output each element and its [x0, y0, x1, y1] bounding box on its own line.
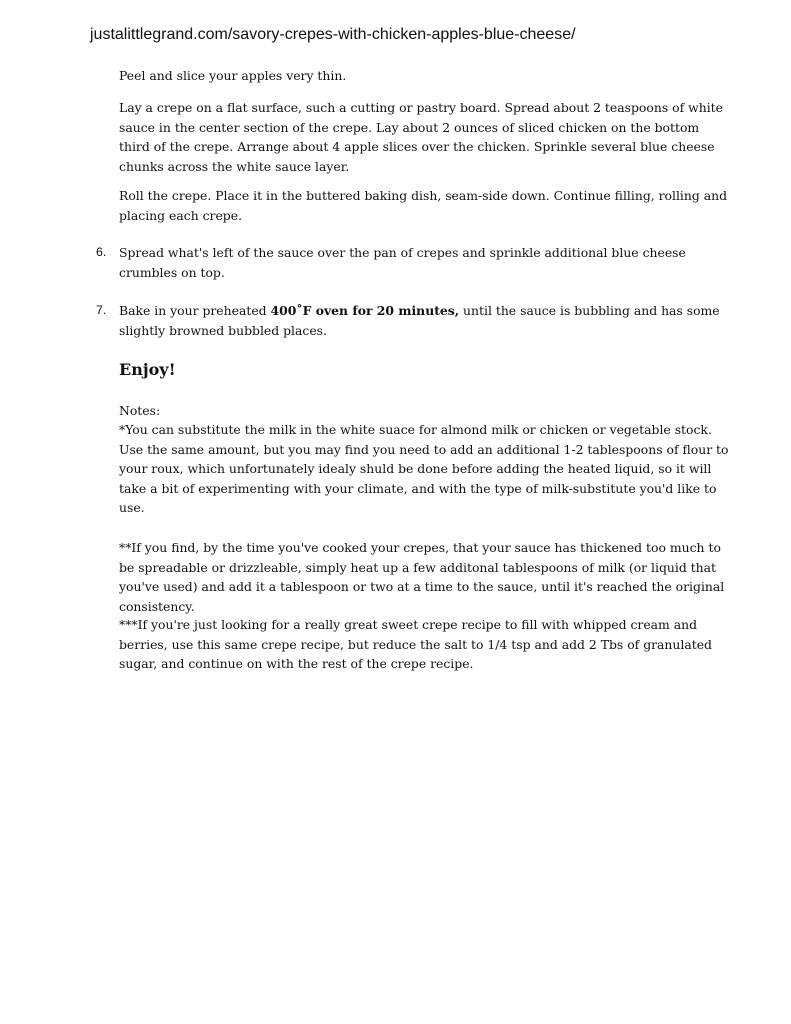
step-text-pre: Bake in your preheated [119, 303, 271, 318]
enjoy-heading: Enjoy! [119, 360, 176, 379]
step-number: 6. [96, 245, 107, 259]
note-2: **If you find, by the time you've cooked your crepes, that your sauce has thickened too much to be spreadable or drizzleable, simply heat up a few additonal tablespoons of milk (or liquid that you've used) and add it a tablespoon or two at a time to the sauce, until it's reached the original consistency. [119, 540, 725, 614]
notes-label: Notes: [119, 403, 161, 418]
step-number: 7. [96, 303, 107, 317]
instruction-fill-crepe: Lay a crepe on a flat surface, such a cutting or pastry board. Spread about 2 teaspoons of white sauce in the center section of the crepe. Lay about 2 ounces of sliced chicken on the bottom third of the crepe. Arrange about 4 apple slices over the chicken. Sprinkle several blue cheese chunks across the white sauce layer. [119, 100, 723, 174]
step-text [119, 301, 731, 340]
note-1: *You can substitute the milk in the white suace for almond milk or chicken or vegetable stock. Use the same amount, but you may find you need to add an additional 1-2 tablespoons of flour to your roux, which unfortunately idealy shuld be done before adding the heated liquid, so it will take a bit of experimenting with your climate, and with the type of milk-substitute you'd like to use. [119, 422, 729, 515]
page-url-header: justalittlegrand.com/savory-crepes-with-chicken-apples-blue-cheese/ [90, 26, 576, 43]
step-text: Spread what's left of the sauce over the pan of crepes and sprinkle additional blue cheese crumbles on top. [119, 245, 686, 280]
instruction-peel-apples: Peel and slice your apples very thin. [119, 68, 347, 83]
note-3: ***If you're just looking for a really great sweet crepe recipe to fill with whipped cream and berries, use this same crepe recipe, but reduce the salt to 1/4 tsp and add 2 Tbs of granulated sugar, and continue on with the rest of the crepe recipe. [119, 617, 712, 671]
instruction-roll-crepe: Roll the crepe. Place it in the buttered baking dish, seam-side down. Continue filling, rolling and placing each crepe. [119, 188, 728, 223]
step-text-bold: 400˚F oven for 20 minutes, [270, 303, 460, 318]
step-text-post: until the sauce is bubbling and has some slightly browned bubbled places. [119, 303, 720, 338]
